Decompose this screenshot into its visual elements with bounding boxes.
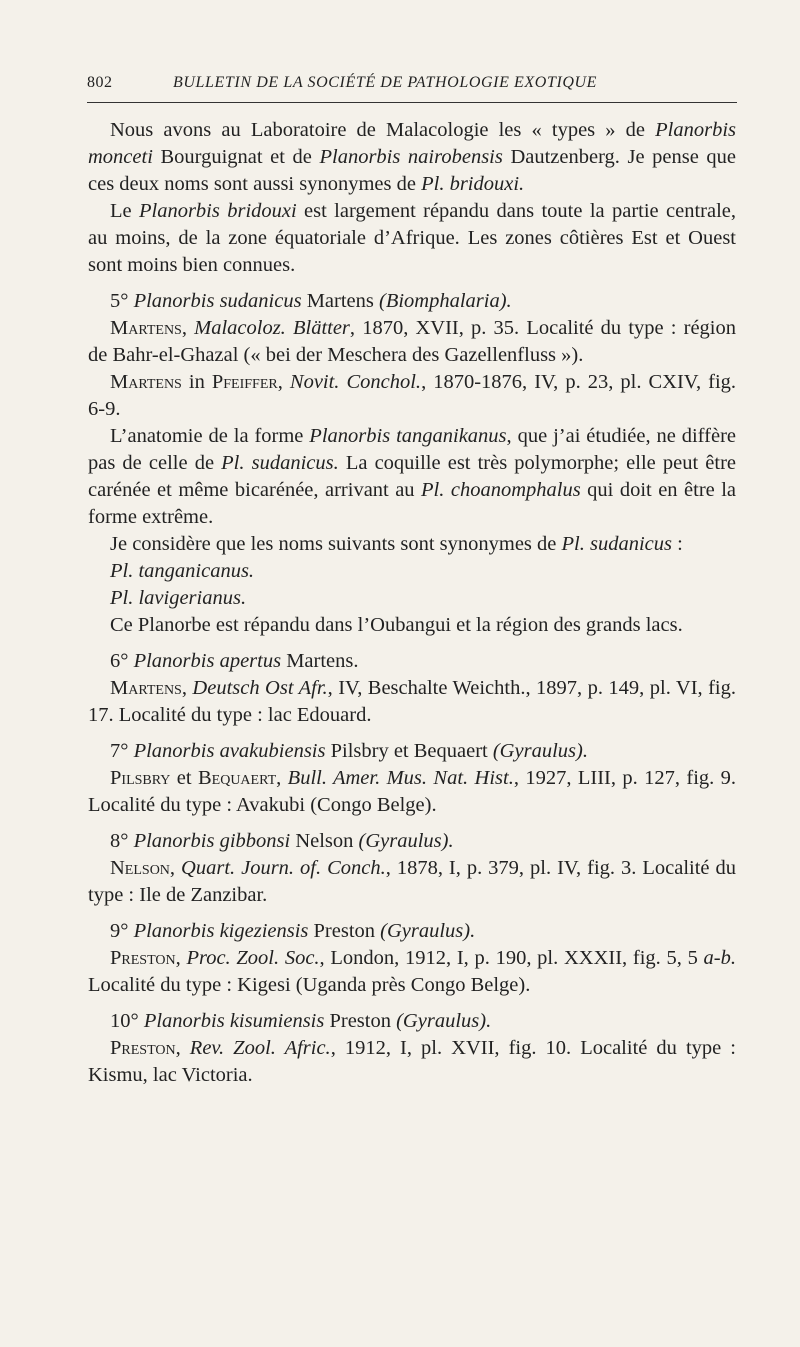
text-run: Bourguignat et de [152,146,320,168]
text-run: , 1912, I, pl. XVII, fig. 10. Localité du type : Kismu, lac Victoria. [88,1037,737,1086]
text-run: , [175,947,187,969]
italic-run: Planorbis nairobensis [319,146,503,168]
italic-run: Proc. Zool. Soc. [186,947,320,969]
italic-run: Planorbis kigeziensis [133,920,309,942]
text-run: Dautzenberg. Je pense que ces deux noms sont aussi synonymes de [88,146,736,195]
text-run: 8° [110,830,134,852]
paragraph-p14 [88,765,736,819]
text-run: 7° [110,740,134,762]
paragraph-p16 [88,855,736,909]
paragraph-p13 [88,738,736,765]
italic-run: Pl. lavigerianus. [110,587,247,609]
text-run: , 1878, I, p. 379, pl. IV, fig. 3. Localité du type : Ile de Zanzibar. [88,857,736,906]
header-rule [87,102,737,103]
text-run: , [276,767,288,789]
italic-run: (Gyraulus). [380,920,476,942]
italic-run: Pl. sudanicus. [221,452,339,474]
italic-run: a-b. [703,947,736,969]
italic-run: Pl. tanganicanus. [110,560,255,582]
italic-run: Planorbis bridouxi [138,200,297,222]
paragraph-p2 [88,198,736,279]
body-text [88,117,736,1089]
italic-run: Planorbis avakubiensis [133,740,326,762]
author-name: Preston [110,1037,176,1059]
italic-run: Planorbis monceti [88,119,736,168]
text-run: Martens [301,290,380,312]
text-run: , que j’ai étudiée, ne diffère pas de celle de [88,425,736,474]
paragraph-p19 [88,1008,736,1035]
italic-run: Planorbis kisumiensis [143,1010,325,1032]
italic-run: Rev. Zool. Afric. [189,1037,331,1059]
page-header [87,74,737,96]
paragraph-p12 [88,675,736,729]
paragraph-p11 [88,648,736,675]
text-run: , [277,371,290,393]
paragraph-p8 [88,558,736,585]
author-name: Preston [110,947,176,969]
text-run: , IV, Beschalte Weichth., 1897, p. 149, pl. VI, fig. 17. Localité du type : lac Edouard. [88,677,736,726]
author-name: Bequaert [197,767,277,789]
italic-run: Planorbis apertus [133,650,282,672]
text-run: , [181,317,195,339]
author-name: Martens [110,371,182,393]
paragraph-p6 [88,423,736,531]
author-name: Martens [110,317,182,339]
italic-run: Pl. sudanicus [561,533,672,555]
italic-run: Pl. choanomphalus [421,479,581,501]
author-name: Pfeiffer [211,371,278,393]
text-run: Preston [308,920,381,942]
paragraph-p15 [88,828,736,855]
text-run: , 1870-1876, IV, p. 23, pl. CXIV, fig. 6-9. [88,371,737,420]
italic-run: Pl. bridouxi. [421,173,525,195]
text-run: 10° [110,1010,144,1032]
text-run: 6° [110,650,134,672]
paragraph-p18 [88,945,736,999]
italic-run: Planorbis tanganikanus [309,425,507,447]
page-number: 802 [87,74,113,91]
paragraph-p10 [88,612,736,639]
paragraph-p7 [88,531,736,558]
paragraph-p3 [88,288,736,315]
italic-run: (Gyraulus). [492,740,588,762]
text-run: Preston [324,1010,397,1032]
text-run: Je considère que les noms suivants sont synonymes de [110,533,562,555]
paragraph-p20 [88,1035,736,1089]
text-run: La coquille est très polymorphe; elle peut être carénée et même bicarénée, arrivant au [88,452,736,501]
text-run: , London, 1912, I, p. 190, pl. XXXII, fig. 5, 5 [319,947,704,969]
text-run: Localité du type : Kigesi (Uganda près Congo Belge). [88,974,531,996]
italic-run: (Biomphalaria). [379,290,512,312]
text-run: , [175,1037,190,1059]
text-run: in [181,371,212,393]
text-run: 9° [110,920,134,942]
text-run: , 1927, LIII, p. 127, fig. 9. Localité du type : Avakubi (Congo Belge). [88,767,737,816]
text-run: Nelson [290,830,359,852]
author-name: Pilsbry [110,767,171,789]
text-run: Le [110,200,139,222]
paragraph-p5 [88,369,736,423]
author-name: Martens [110,677,182,699]
paragraph-p9 [88,585,736,612]
paragraph-p4 [88,315,736,369]
italic-run: Planorbis gibbonsi [133,830,291,852]
text-run: 5° [110,290,134,312]
italic-run: (Gyraulus). [358,830,454,852]
text-run: , [181,677,193,699]
italic-run: Planorbis sudanicus [133,290,302,312]
italic-run: Malacoloz. Blätter [194,317,350,339]
italic-run: Novit. Conchol. [289,371,422,393]
italic-run: Bull. Amer. Mus. Nat. Hist. [287,767,514,789]
text-run: : [671,533,683,555]
text-run: Ce Planorbe est répandu dans l’Oubangui et la région des grands lacs. [110,614,683,636]
italic-run: (Gyraulus). [396,1010,492,1032]
text-run: est largement répandu dans toute la partie centrale, au moins, de la zone équatoriale d’Afrique. Les zones côtières Est et Ouest sont moins bien connues. [88,200,736,276]
text-run: Martens. [281,650,359,672]
italic-run: Deutsch Ost Afr. [192,677,328,699]
journal-title: BULLETIN DE LA SOCIÉTÉ DE PATHOLOGIE EXOTIQUE [173,74,598,91]
author-name: Nelson [110,857,170,879]
text-run: qui doit en être la forme extrême. [88,479,737,528]
text-run: Pilsbry et Bequaert [325,740,493,762]
paragraph-p17 [88,918,736,945]
text-run: Nous avons au Laboratoire de Malacologie les « types » de [110,119,656,141]
text-run: et [170,767,198,789]
text-run: , [169,857,182,879]
text-run: , 1870, XVII, p. 35. Localité du type : région de Bahr-el-Ghazal (« bei der Meschera des Gazellenfluss »). [88,317,737,366]
italic-run: Quart. Journ. of. Conch. [181,857,386,879]
text-run: L’anatomie de la forme [110,425,310,447]
paragraph-p1 [88,117,736,198]
